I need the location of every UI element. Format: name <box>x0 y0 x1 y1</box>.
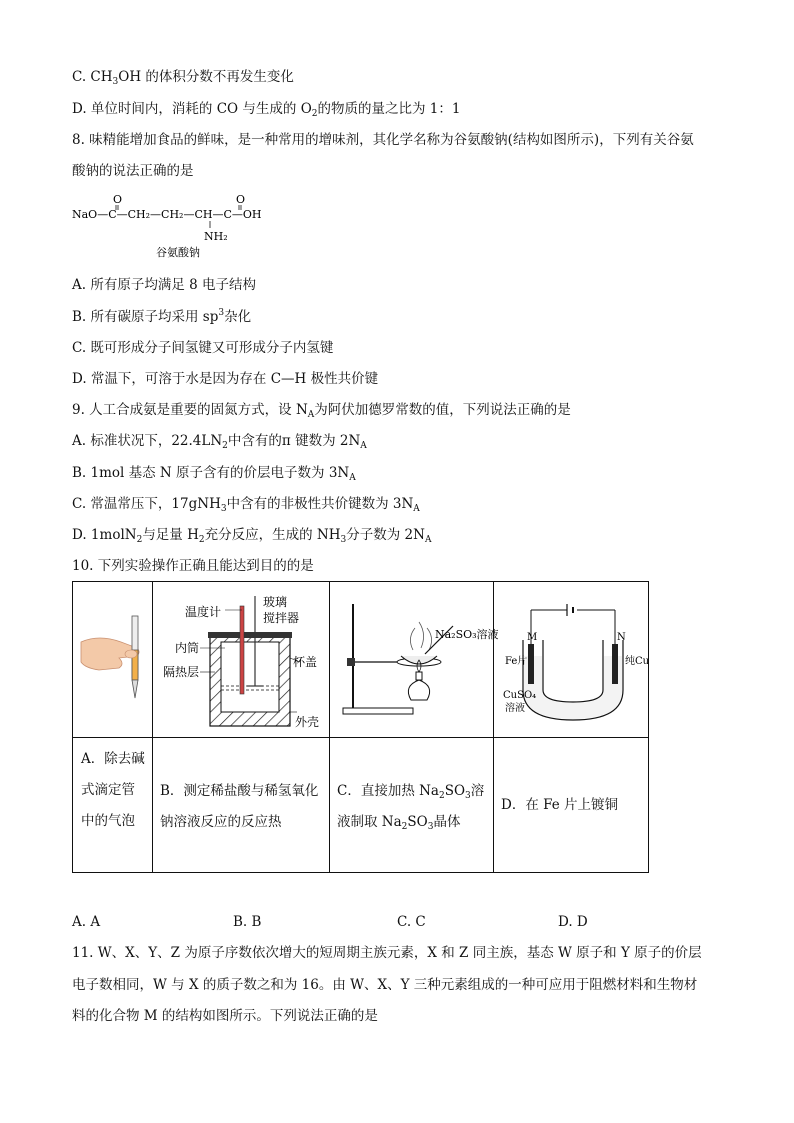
table-cell-b: B．测定稀盐酸与稀氢氧化钠溶液反应的反应热 <box>160 783 319 830</box>
structure-caption: 谷氨酸钠 <box>156 246 200 259</box>
svg-text:Fe片: Fe片 <box>505 656 528 667</box>
svg-text:隔热层: 隔热层 <box>163 665 200 679</box>
table-cell-c: C．直接加热 $Na_2SO_3$溶液制取 $Na_2SO_3$晶体 <box>337 783 485 832</box>
q9-option-c: C. 常温常压下，17gNH$_3$中含有的非极性共价键数为 $3N_A$ <box>72 496 420 514</box>
q9-option-b: B. 1mol 基态 N 原子含有的价层电子数为 $3N_A$ <box>72 465 356 483</box>
q8-stem-line1: 8. 味精能增加食品的鲜味，是一种常用的增味剂，其化学名称为谷氨酸钠(结构如图所示)，下列有关谷氨 <box>72 132 694 148</box>
svg-text:CuSO₄: CuSO₄ <box>503 690 537 701</box>
q8-option-a: A. 所有原子均满足 8 电子结构 <box>72 277 257 293</box>
electroplating-figure <box>497 590 650 730</box>
burette-hand-figure <box>79 612 149 712</box>
q10-option-b: B. B <box>233 914 262 930</box>
q9-option-d: D. 1molN$_2$与足量 $H_2$充分反应，生成的 $NH_3$分子数为 $2N_A$ <box>72 527 432 545</box>
q7-option-d: D. 单位时间内，消耗的 CO 与生成的 $O_2$的物质的量之比为 1：1 <box>72 101 461 119</box>
carbonyl-o-right: O <box>236 193 246 206</box>
q11-stem-line1: 11. W、X、Y、Z 为原子序数依次增大的短周期主族元素，X 和 Z 同主族，基态 W 原子和 Y 原子的价层 <box>72 945 702 961</box>
q11-stem-line2: 电子数相同，W 与 X 的质子数之和为 16。由 W、X、Y 三种元素组成的一种可应用于阻燃材料和生物材 <box>72 977 698 993</box>
calorimeter-figure <box>155 586 327 734</box>
q10-option-d: D. D <box>558 914 588 930</box>
q8-option-d: D. 常温下，可溶于水是因为存在 C—H 极性共价键 <box>72 371 379 387</box>
q10-option-c: C. C <box>397 914 426 930</box>
svg-text:纯Cu: 纯Cu <box>625 656 650 667</box>
q9-option-a: A. 标准状况下，$22.4LN_2$中含有的π 键数为 $2N_A$ <box>72 433 367 451</box>
svg-text:外壳: 外壳 <box>295 715 320 729</box>
svg-text:M: M <box>527 632 538 643</box>
amino-group: NH₂ <box>204 230 228 243</box>
glutamate-structure <box>72 190 302 260</box>
table-cell-d: D．在 Fe 片上镀铜 <box>501 797 619 813</box>
svg-text:杯盖: 杯盖 <box>293 655 318 669</box>
svg-text:Na₂SO₃溶液: Na₂SO₃溶液 <box>435 628 499 641</box>
table-cell-a: A．除去碱式滴定管中的气泡 <box>81 751 145 829</box>
q10-options <box>72 913 632 931</box>
q10-stem: 10. 下列实验操作正确且能达到目的的是 <box>72 558 314 574</box>
carbonyl-o-left: O <box>113 193 123 206</box>
svg-text:内筒: 内筒 <box>175 641 200 655</box>
q8-stem-line2: 酸钠的说法正确的是 <box>72 163 194 179</box>
svg-text:N: N <box>617 632 626 643</box>
svg-text:玻璃: 玻璃 <box>263 595 288 609</box>
q10-option-a: A. A <box>72 914 101 930</box>
q9-stem: 9. 人工合成氨是重要的固氮方式，设 $N_A$为阿伏加德罗常数的值，下列说法正确的是 <box>72 402 571 420</box>
q11-stem-line3: 料的化合物 M 的结构如图所示。下列说法正确的是 <box>72 1008 378 1024</box>
q10-table <box>72 581 649 873</box>
q7-option-c: C. $CH_3OH$ 的体积分数不再发生变化 <box>72 69 294 87</box>
evaporation-figure <box>333 590 499 730</box>
svg-text:溶液: 溶液 <box>505 703 525 714</box>
svg-text:搅拌器: 搅拌器 <box>263 611 300 625</box>
q8-option-b: B. 所有碳原子均采用 $sp^3$杂化 <box>72 308 252 325</box>
svg-text:温度计: 温度计 <box>185 605 222 619</box>
structure-main-chain: NaO—C—CH₂—CH₂—CH—C—OH <box>72 208 262 221</box>
q8-option-c: C. 既可形成分子间氢键又可形成分子内氢键 <box>72 340 334 356</box>
